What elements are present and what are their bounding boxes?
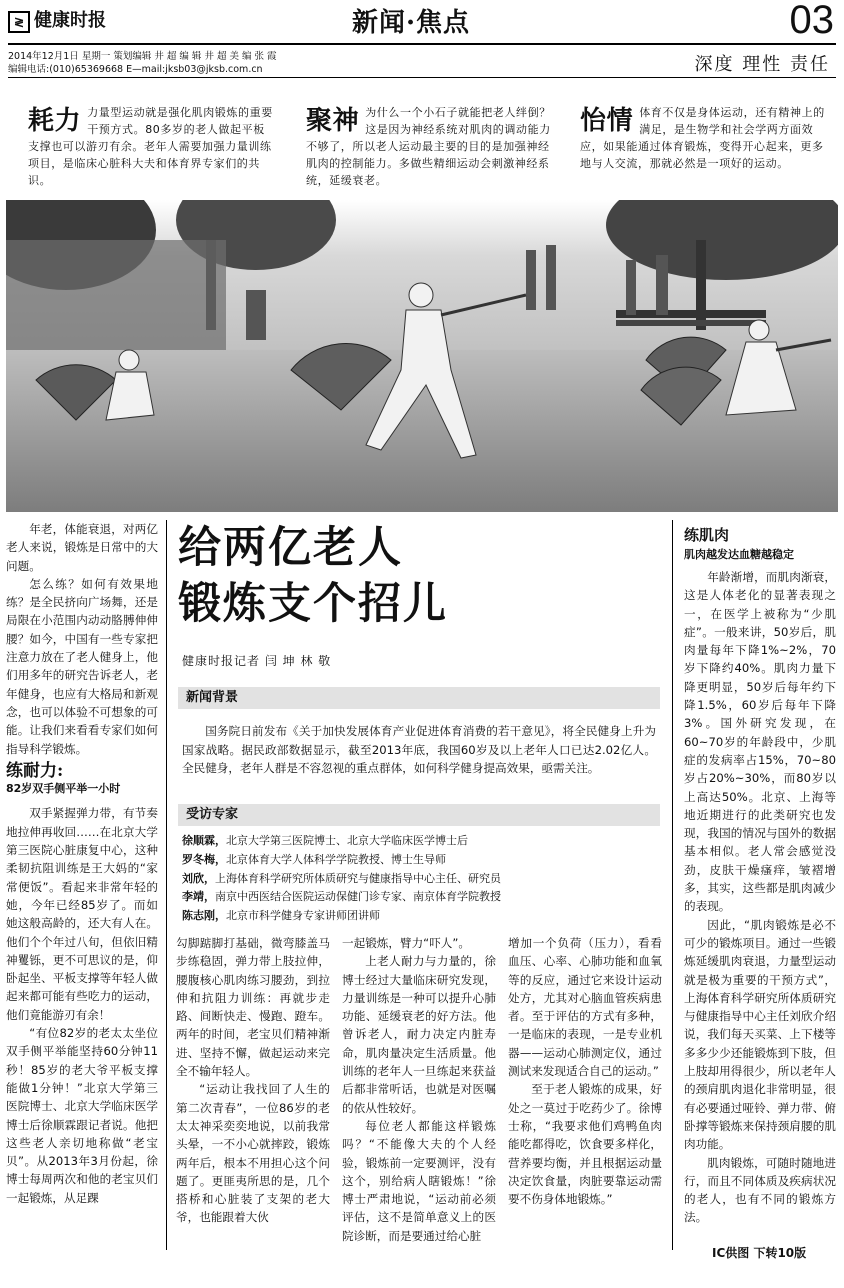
- teaser-keyword: 聚神: [306, 106, 360, 136]
- expert-desc: 北京体育大学人体科学学院教授、博士生导师: [226, 852, 446, 866]
- logo-mark-icon: ≷: [8, 11, 30, 33]
- mid-column-2: [342, 934, 496, 1250]
- header-rule: [8, 43, 836, 45]
- expert-name: 徐顺霖，: [182, 834, 226, 847]
- expert-name: 刘欣，: [182, 871, 215, 885]
- section-heading: 练耐力:: [6, 760, 64, 781]
- news-background-bar: 新闻背景: [178, 687, 660, 709]
- section-title: 新闻·焦点: [352, 8, 471, 38]
- logo-text: 健康时报: [34, 10, 106, 31]
- expert-name: 李靖，: [182, 890, 215, 904]
- headline: [178, 520, 448, 632]
- paragraph: 每位老人都能这样锻炼吗？“不能像大夫的个人经验，锻炼前一定要测评，没有这个，别给病人瞎锻炼！”徐博士严肃地说，“运动前必须评估，这不是简单意义上的医院诊断，而是要通过给心脏: [342, 1118, 496, 1243]
- paragraph: 因此，“肌肉锻炼是必不可少的锻炼项目。通过一些锻炼延缓肌肉衰退，力量型运动就是极为重要的干预方式”，上海体育科学研究所体质研究与健康指导中心主任刘欣介绍说，我们每天买菜、上下楼等多多少少还能锻炼到下肢，但上肢却用得很少，所以老年人的颈肩肌肉退化非常明显，很有必要通过哑铃、弹力带、俯卧撑等锻炼来保持颈肩腰的肌肉功能。: [684, 917, 836, 1152]
- paragraph: “有位82岁的老太太坐位双手侧平举能坚持60分钟11秒！85岁的老大爷平板支撑能做1分钟！”北京大学第三医院博士、北京大学临床医学博士后徐顺霖跟记者说。他把这些老人亲切地称做“老宝贝”。从2013年3月份起，徐博士每周两次和他的老宝贝们一起锻炼，从足踝: [6, 1026, 158, 1205]
- masthead-logo: [8, 6, 106, 33]
- expert-desc: 上海体育科学研究所体质研究与健康指导中心主任、研究员: [215, 871, 501, 885]
- expert-item: [182, 870, 660, 889]
- experts-list: [182, 832, 660, 926]
- expert-item: [182, 888, 660, 907]
- teaser-text: 为什么一个小石子就能把老人绊倒？这是因为神经系统对肌肉的调动能力不够了，所以老人运动最主要的目的是加强神经肌肉的控制能力。多做些精细运动会刺激神经系统，延缓衰老。: [306, 106, 551, 187]
- news-background-text: 国务院日前发布《关于加快发展体育产业促进体育消费的若干意见》，将全民健身上升为国家战略。据民政部数据显示，截至2013年底，我国60岁及以上老年人口已达2.02亿人。全民健身，老年人群是不容忽视的重点群体，如何科学健身提高效果，亟需关注。: [182, 724, 656, 775]
- teaser-focus: [306, 104, 554, 194]
- edition-info: 2014年12月1日 星期一 策划编辑 井 超 编 辑 井 超 美 编 张 霞: [8, 51, 277, 62]
- mid-column-1: [176, 934, 330, 1250]
- right-subheading: 肌肉越发达血糖越稳定: [684, 548, 794, 561]
- headline-line: 锻炼支个招儿: [178, 579, 448, 629]
- paragraph: 双手紧握弹力带，有节奏地拉伸再收回……在北京大学第三医院心脏康复中心，这种柔韧抗阻训练是王大妈的“家常便饭”。看起来非常年轻的她，今年已经85岁了。而如她这般高龄的，还大有人在。他们个个年过八旬，但依旧精神矍铄，更不可思议的是，仰卧起坐、平板支撑等年轻人做起来都可能有些吃力的运动，他们竟能游刃有余！: [6, 806, 158, 1022]
- expert-name: 罗冬梅，: [182, 852, 226, 866]
- paragraph: 年老，体能衰退，对两亿老人来说，锻炼是日常中的大问题。: [6, 522, 158, 573]
- photo-illustration: [6, 200, 838, 512]
- paragraph: 肌肉锻炼，可随时随地进行，而且不同体质及疾病状况的老人，也有不同的锻炼方法。: [684, 1155, 836, 1225]
- main-photo: [6, 200, 838, 512]
- paragraph: 上老人耐力与力量的，徐博士经过大量临床研究发现，力量训练是一种可以提升心肺功能、延缓衰老的好方法。他曾诉老人，耐力决定内脏寿命，肌肉量决定生活质量。他训练的老年人一旦练起来获益后都非常听话，也就是对医嘱的依从性较好。: [342, 954, 496, 1115]
- expert-item: [182, 907, 660, 926]
- photo-credit-continued: IC供图 下转10版: [712, 1246, 807, 1260]
- column-divider: [672, 520, 673, 1250]
- expert-item: [182, 851, 660, 870]
- left-column: [6, 520, 158, 1250]
- paragraph: 年龄渐增，而肌肉渐衰，这是人体老化的显著表现之一，在医学上被称为“少肌症”。一般来讲，50岁后，肌肉量每年下降1%~2%，70岁下降约40%。肌肉力量下降更明显，50岁后每年约下降1.5%，60岁后每年下降3%。国外研究发现，在60~70岁的年龄段中，少肌症的发病率占15%，70~80岁占20%~30%，而80岁以上高达50%。北京、上海等地近期进行的此类研究也发现，我国的情况与国外的数据基本相似。老人常会感觉没劲，皮肤干燥瘙痒，皱褶增多，其实，这些都是肌肉减少的表现。: [684, 570, 836, 914]
- teaser-keyword: 怡情: [580, 106, 634, 136]
- contact-info: 编辑电话:(010)65369668 E—mail:jksb03@jksb.com.cn: [8, 64, 263, 75]
- experts-bar: 受访专家: [178, 804, 660, 826]
- headline-line: 给两亿老人: [178, 523, 403, 573]
- right-column: [684, 568, 836, 1232]
- teaser-text: 体育不仅是身体运动，还有精神上的满足，是生物学和社会学两方面效应，如果能通过体育锻炼，变得开心起来，更多地与人交流，那就必然是一项好的运动。: [580, 106, 825, 170]
- expert-name: 陈志刚，: [182, 909, 226, 923]
- right-heading: 练肌肉: [684, 526, 730, 544]
- slogan: 深度 理性 责任: [694, 54, 830, 75]
- paragraph: 勾脚踮脚打基础，微弯膝盖马步练稳固，弹力带上肢拉伸，腰腹核心肌肉练习腰劲，到拉伸和抗阻力训练：再就步走路、间断快走、慢跑、蹬车。两年的时间，老宝贝们精神渐进、坚持不懈，做起运动来完全不输年轻人。: [176, 936, 330, 1079]
- header-rule-thin: [8, 77, 836, 78]
- paragraph: 增加一个负荷（压力），看看血压、心率、心肺功能和血氧等的反应，通过它来设计运动处方，尤其对心脑血管疾病患者。至于评估的方式有多种，一是临床的表现，一是专业机器——运动心肺测定仪，通过测试来发现适合自己的运动。”: [508, 936, 662, 1079]
- expert-desc: 北京大学第三医院博士、北京大学临床医学博士后: [226, 834, 468, 847]
- byline: 健康时报记者 闫 坤 林 敬: [182, 654, 332, 668]
- paragraph: 怎么练？如何有效果地练？是全民挤向广场舞，还是局限在小范围内动动胳膊伸伸腰？如今，中国有一些专家把注意力放在了老人健身上，他们用多年的研究告诉老人，老年健身，也应有大格局和新观念，也可以体验不可想象的可能。让我们来看看专家们如何指导科学锻炼。: [6, 576, 158, 756]
- teaser-strength: [28, 104, 276, 194]
- teaser-keyword: 耗力: [28, 106, 82, 136]
- page-number: 03: [789, 0, 834, 42]
- teaser-mood: [580, 104, 828, 194]
- column-divider: [166, 520, 167, 1250]
- paragraph: 一起锻炼，臂力“吓人”。: [342, 936, 470, 950]
- expert-desc: 南京中西医结合医院运动保健门诊专家、南京体育学院教授: [215, 890, 501, 904]
- paragraph: “运动让我找回了人生的第二次青春”，一位86岁的老太太神采奕奕地说，以前我常头晕，一不小心就摔跤，锻炼两年后，根本不用担心这个问题了。更匪夷所思的是，几个搭桥和心脏装了支架的老大爷，也能跟着大伙: [176, 1082, 330, 1225]
- paragraph: 至于老人锻炼的成果，好处之一莫过于吃药少了。徐博士称，“我要求他们鸡鸭鱼肉能吃都得吃，饮食要多样化，营养要均衡，并且根据运动量决定饮食量，肉脏要靠运动需要不伤身体地锻炼。”: [508, 1082, 662, 1207]
- teaser-text: 力量型运动就是强化肌肉锻炼的重要干预方式。80多岁的老人做起平板支撑也可以游刃有余。老年人需要加强力量训练项目，是临床心脏科大夫和体育界专家们的共识。: [28, 106, 273, 187]
- expert-desc: 北京市科学健身专家讲师团讲师: [226, 909, 380, 923]
- mid-column-3: [508, 934, 662, 1250]
- expert-item: [182, 832, 660, 851]
- section-subheading: 82岁双手侧平举一小时: [6, 782, 121, 796]
